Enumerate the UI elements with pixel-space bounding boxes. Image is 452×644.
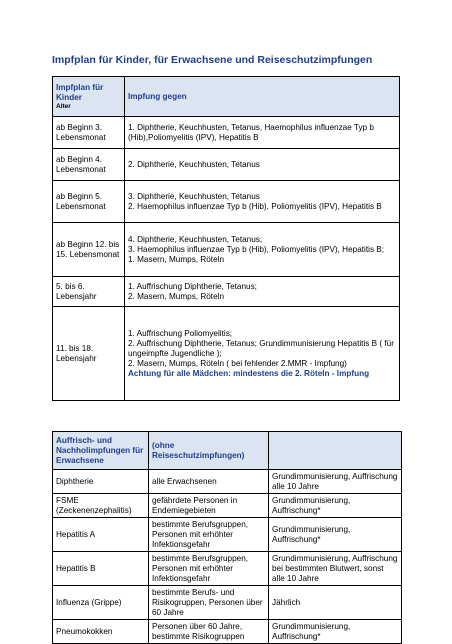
table-row [53, 223, 400, 277]
schedule-cell: Grundimmunisierung, Auffrischung alle 10 Jahre [269, 470, 402, 494]
vaccine-line: 1. Auffrischung Poliomyelitis; [128, 328, 233, 338]
table-row [53, 586, 402, 620]
table-row [53, 552, 402, 586]
schedule-cell: Grundimmunisierung, Auffrischung* [269, 518, 402, 552]
table-row [53, 494, 402, 518]
table-header-row [53, 77, 400, 117]
header-age-cell [53, 77, 125, 117]
disease-cell: Influenza (Grippe) [53, 586, 149, 620]
target-group-cell: gefährdete Personen in Endemiegebieten [149, 494, 269, 518]
header-age-label: Alter [56, 102, 71, 110]
vaccine-cell [125, 181, 400, 223]
table-row [53, 277, 400, 307]
table-header-row [53, 432, 402, 470]
vaccine-line: 2. Diphtherie, Keuchhusten, Tetanus [128, 159, 260, 169]
vaccine-cell [125, 117, 400, 149]
target-group-cell: Personen über 60 Jahre, bestimmte Risikogruppen [149, 620, 269, 644]
table-row [53, 181, 400, 223]
header-vaccine-label: Impfung gegen [125, 77, 400, 117]
age-cell: ab Beginn 12. bis 15. Lebensmonat [53, 223, 125, 277]
age-cell: ab Beginn 4. Lebensmonat [53, 149, 125, 181]
vaccine-cell [125, 277, 400, 307]
vaccine-line: 3. Diphtherie, Keuchhusten, Tetanus [128, 191, 260, 201]
vaccine-line: 2. Auffrischung Diphtherie, Tetanus; Grundimmunisierung Hepatitis B ( für ungeimpfte Jugendliche ); [128, 338, 394, 358]
table-row [53, 149, 400, 181]
vaccine-line: 3. Haemophilus influenzae Typ b (Hib), Poliomyelitis (IPV), Hepatitis B; [128, 244, 385, 254]
disease-cell: Diphtherie [53, 470, 149, 494]
target-group-cell: alle Erwachsenen [149, 470, 269, 494]
warning-note: Achtung für alle Mädchen: mindestens die 2. Röteln - Impfung [128, 368, 370, 378]
table-row [53, 117, 400, 149]
header-empty-cell [269, 432, 402, 470]
header-plan-label: Impfplan für Kinder [56, 82, 104, 102]
table-row [53, 307, 400, 401]
table-row [53, 518, 402, 552]
document-title: Impfplan für Kinder, für Erwachsene und Reiseschutzimpfungen [52, 54, 373, 66]
schedule-cell: Jährlich [269, 586, 402, 620]
vaccine-cell [125, 149, 400, 181]
vaccine-line: 2. Masern, Mumps, Röteln ( bei fehlender 2.MMR - Impfung) [128, 358, 347, 368]
vaccine-line: 1. Auffrischung Diphtherie, Tetanus; [128, 281, 257, 291]
schedule-cell: Grundimmunisierung, Auffrischung bei bestimmten Blutwert, sonst alle 10 Jahre [269, 552, 402, 586]
disease-cell: Hepatitis A [53, 518, 149, 552]
age-cell: 5. bis 6. Lebensjahr [53, 277, 125, 307]
age-cell: ab Beginn 5. Lebensmonat [53, 181, 125, 223]
vaccine-line: 4. Diphtherie, Keuchhusten, Tetanus; [128, 234, 263, 244]
vaccine-line: 1. Diphtherie, Keuchhusten, Tetanus, Haemophilus influenzae Typ b (Hib),Poliomyelitis (IPV), Hepatitis B [128, 122, 374, 142]
header-note-label: (ohne Reiseschutzimpfungen) [149, 432, 269, 470]
table-row [53, 470, 402, 494]
target-group-cell: bestimmte Berufs- und Risikogruppen, Personen über 60 Jahre [149, 586, 269, 620]
children-vaccination-table [52, 76, 400, 401]
disease-cell: FSME (Zeckenenzephalitis) [53, 494, 149, 518]
disease-cell: Pneumokokken [53, 620, 149, 644]
age-cell: ab Beginn 3. Lebensmonat [53, 117, 125, 149]
vaccine-cell [125, 223, 400, 277]
vaccine-line: 2. Haemophilus influenzae Typ b (Hib), Poliomyelitis (IPV), Hepatitis B [128, 201, 382, 211]
vaccine-cell [125, 307, 400, 401]
schedule-cell: Grundimmunisierung, Auffrischung* [269, 494, 402, 518]
vaccine-line: 2. Masern, Mumps, Röteln [128, 291, 225, 301]
disease-cell: Hepatitis B [53, 552, 149, 586]
age-cell: 11. bis 18. Lebensjahr [53, 307, 125, 401]
vaccine-line: 1. Masern, Mumps, Röteln [128, 254, 225, 264]
schedule-cell: Grundimmunisierung, Auffrischung* [269, 620, 402, 644]
target-group-cell: bestimmte Berufsgruppen, Personen mit erhöhter Infektionsgefahr [149, 518, 269, 552]
target-group-cell: bestimmte Berufsgruppen, Personen mit erhöhter Infektionsgefahr [149, 552, 269, 586]
adult-vaccination-table [52, 431, 402, 644]
header-adult-label: Auffrisch- und Nachholimpfungen für Erwachsene [53, 432, 149, 470]
